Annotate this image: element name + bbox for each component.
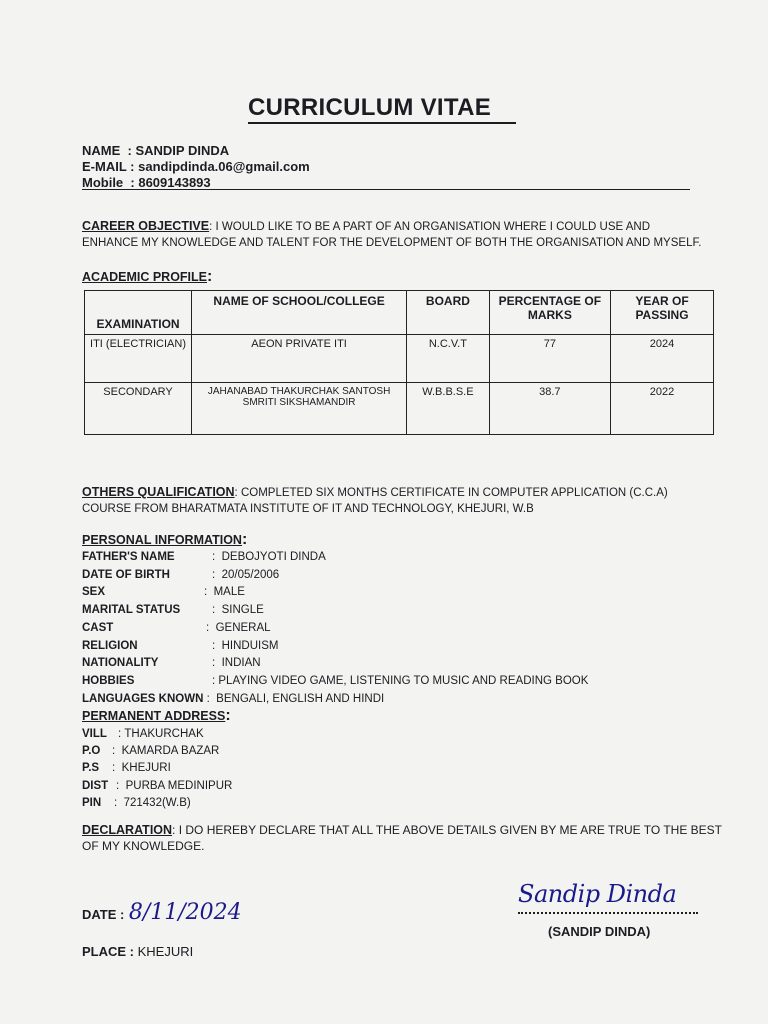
- cell-school: AEON PRIVATE ITI: [192, 335, 407, 383]
- table-row: [85, 335, 714, 383]
- personal-row: NATIONALITY : INDIAN: [82, 657, 261, 670]
- personal-row: SEX : MALE: [82, 586, 245, 599]
- cell-board: W.B.B.S.E: [407, 383, 490, 435]
- place-line: [82, 944, 193, 959]
- cell-year: 2022: [611, 383, 714, 435]
- mobile-line: Mobile : 8609143893: [82, 175, 211, 190]
- personal-row: RELIGION : HINDUISM: [82, 639, 279, 652]
- mobile-label: Mobile: [82, 175, 124, 190]
- date-line: [82, 900, 242, 925]
- personal-row: MARITAL STATUS : SINGLE: [82, 604, 264, 617]
- declaration-heading: DECLARATION: [82, 823, 173, 837]
- cell-exam: ITI (ELECTRICIAN): [85, 335, 192, 383]
- cell-year: 2024: [611, 335, 714, 383]
- name-value: SANDIP DINDA: [135, 143, 230, 158]
- address-row: DIST : PURBA MEDINIPUR: [82, 779, 233, 792]
- col-header-board: BOARD: [407, 291, 490, 335]
- signer-name: (SANDIP DINDA): [548, 924, 651, 939]
- email-line: E-MAIL : sandipdinda.06@gmail.com: [82, 159, 310, 174]
- personal-row: FATHER'S NAME : DEBOJYOTI DINDA: [82, 551, 326, 563]
- address-list: [82, 725, 232, 811]
- date-value: 8/11/2024: [128, 900, 242, 925]
- place-value: KHEJURI: [137, 944, 194, 959]
- address-row: PIN : 721432(W.B): [82, 796, 191, 809]
- title-underline: [248, 122, 516, 124]
- date-label: DATE :: [82, 907, 125, 922]
- personal-row: LANGUAGES KNOWN : BENGALI, ENGLISH AND HINDI: [82, 692, 385, 705]
- table-header-row: [85, 291, 714, 335]
- cell-board: N.C.V.T: [407, 335, 490, 383]
- declaration: DECLARATION: I DO HEREBY DECLARE THAT ALL THE ABOVE DETAILS GIVEN BY ME ARE TRUE TO THE BEST OF MY KNOWLEDGE.: [82, 823, 723, 853]
- document-title: CURRICULUM VITAE: [248, 94, 492, 121]
- name-line: NAME : SANDIP DINDA: [82, 143, 230, 158]
- cell-percent: 77: [489, 335, 610, 383]
- col-header-school: NAME OF SCHOOL/COLLEGE: [192, 291, 407, 335]
- declaration-line-1: I DO HEREBY DECLARE THAT ALL THE ABOVE DETAILS GIVEN BY ME ARE TRUE TO THE BEST: [178, 823, 723, 837]
- academic-table: [84, 290, 714, 435]
- address-row: P.O : KAMARDA BAZAR: [82, 745, 220, 758]
- others-heading: OTHERS QUALIFICATION: [82, 485, 235, 499]
- career-heading: CAREER OBJECTIVE: [82, 219, 210, 233]
- address-heading-line: PERMANENT ADDRESS:: [82, 707, 231, 724]
- table-row: [85, 383, 714, 435]
- header-divider: [82, 189, 690, 190]
- handwritten-signature: Sandip Dinda: [518, 880, 677, 908]
- academic-heading: ACADEMIC PROFILE: [82, 270, 207, 284]
- academic-heading-line: ACADEMIC PROFILE:: [82, 268, 213, 285]
- personal-row: DATE OF BIRTH : 20/05/2006: [82, 568, 280, 581]
- career-line-2: ENHANCE MY KNOWLEDGE AND TALENT FOR THE DEVELOPMENT OF BOTH THE ORGANISATION AND MYSELF.: [82, 237, 702, 249]
- cell-percent: 38.7: [489, 383, 610, 435]
- signature-dotted-line: [518, 912, 698, 914]
- address-heading: PERMANENT ADDRESS: [82, 709, 226, 723]
- mobile-value: 8609143893: [138, 175, 211, 190]
- others-line-1: COMPLETED SIX MONTHS CERTIFICATE IN COMPUTER APPLICATION (C.C.A): [240, 487, 668, 499]
- personal-heading: PERSONAL INFORMATION: [82, 533, 242, 547]
- col-header-examination: EXAMINATION: [85, 291, 192, 335]
- address-row: VILL : THAKURCHAK: [82, 728, 204, 740]
- personal-row: CAST : GENERAL: [82, 621, 271, 634]
- email-label: E-MAIL: [82, 159, 127, 174]
- col-header-percentage: PERCENTAGE OF MARKS: [489, 291, 610, 335]
- place-label: PLACE :: [82, 944, 134, 959]
- email-value: sandipdinda.06@gmail.com: [138, 159, 310, 174]
- personal-heading-line: PERSONAL INFORMATION:: [82, 531, 248, 548]
- col-header-year: YEAR OF PASSING: [611, 291, 714, 335]
- name-label: NAME: [82, 143, 121, 158]
- career-line-1: I WOULD LIKE TO BE A PART OF AN ORGANISATION WHERE I COULD USE AND: [215, 221, 651, 233]
- cell-exam: SECONDARY: [85, 383, 192, 435]
- career-objective: CAREER OBJECTIVE: I WOULD LIKE TO BE A PART OF AN ORGANISATION WHERE I COULD USE AND ENHANCE MY KNOWLEDGE AND TALENT FOR THE DEVELOPMENT OF BOTH THE ORGANISATION AND MYSELF.: [82, 219, 702, 249]
- cell-school: JAHANABAD THAKURCHAK SANTOSH SMRITI SIKSHAMANDIR: [192, 383, 407, 435]
- declaration-line-2: OF MY KNOWLEDGE.: [82, 839, 205, 853]
- others-qualification: OTHERS QUALIFICATION: COMPLETED SIX MONTHS CERTIFICATE IN COMPUTER APPLICATION (C.C.A) COURSE FROM BHARATMATA INSTITUTE OF IT AND TECHNOLOGY, KHEJURI, W.B: [82, 485, 668, 515]
- personal-info-list: [82, 548, 588, 707]
- others-line-2: COURSE FROM BHARATMATA INSTITUTE OF IT AND TECHNOLOGY, KHEJURI, W.B: [82, 503, 534, 515]
- personal-row: HOBBIES : PLAYING VIDEO GAME, LISTENING TO MUSIC AND READING BOOK: [82, 674, 589, 687]
- address-row: P.S : KHEJURI: [82, 762, 171, 775]
